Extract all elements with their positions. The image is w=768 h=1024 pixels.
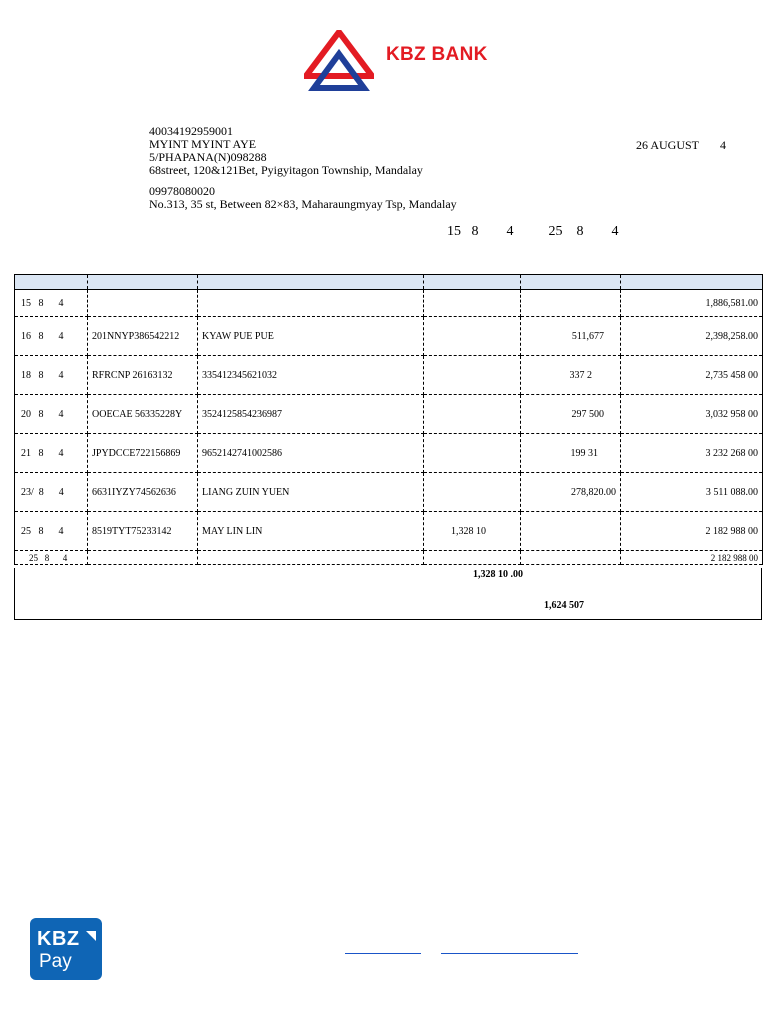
row-balance: 1,886,581.00 [621,290,763,317]
row-balance: 3 232 268 00 [621,434,763,473]
row-name: LIANG ZUIN YUEN [198,473,424,512]
table-row [15,512,763,551]
closing-balance: 2 182 988 00 [621,551,763,565]
row-name: 3524125854236987 [198,395,424,434]
table-header-balance [621,275,763,290]
table-row [15,434,763,473]
closing-ref [88,551,198,565]
row-name: 9652142741002586 [198,434,424,473]
customer-address-2: No.313, 35 st, Between 82×83, Maharaungmyay Tsp, Mandalay [149,197,457,211]
row-balance: 3,032 958 00 [621,395,763,434]
row-debit [424,290,521,317]
statement-date-year: 4 [720,138,727,152]
kbzpay-corner-icon [86,931,96,941]
row-name: 335412345621032 [198,356,424,395]
table-header-ref [88,275,198,290]
row-ref: 6631IYZY74562636 [88,473,198,512]
kbzpay-logo [30,918,102,980]
row-ref: OOECAE 56335228Y [88,395,198,434]
row-credit: 199 31 [521,434,621,473]
row-credit: 297 500 [521,395,621,434]
customer-phone: 09978080020 [149,184,215,198]
kbzpay-logo-bottom: Pay [39,951,72,972]
total-debit: 1,328 10 .00 [473,569,523,580]
statement-period: 15 8 4 25 8 4 [447,224,619,239]
row-name: KYAW PUE PUE [198,317,424,356]
table-row [15,473,763,512]
row-ref: JPYDCCE722156869 [88,434,198,473]
table-row [15,317,763,356]
table-header-credit [521,275,621,290]
row-debit [424,395,521,434]
row-date: 21 8 4 [15,434,88,473]
statement-date-day-month: 26 AUGUST [636,138,700,152]
table-row [15,290,763,317]
totals-box [14,568,762,620]
total-credit: 1,624 507 [544,600,584,611]
footer-link-line-2 [441,953,578,954]
row-credit: 278,820.00 [521,473,621,512]
row-debit [424,434,521,473]
table-header-debit [424,275,521,290]
row-credit [521,512,621,551]
row-date: 25 8 4 [15,512,88,551]
row-debit [424,317,521,356]
customer-name: MYINT MYINT AYE [149,137,257,151]
account-number: 40034192959001 [149,124,233,138]
row-credit: 511,677 [521,317,621,356]
statement-date [636,138,726,153]
row-ref: RFRCNP 26163132 [88,356,198,395]
row-name: MAY LIN LIN [198,512,424,551]
kbzpay-logo-top: KBZ [37,928,80,950]
row-credit [521,290,621,317]
closing-row [15,551,763,565]
closing-debit [424,551,521,565]
closing-credit [521,551,621,565]
table-header-row [15,275,763,290]
row-balance: 3 511 088.00 [621,473,763,512]
table-header-date [15,275,88,290]
table-row [15,356,763,395]
statement-table [14,274,763,565]
row-date: 23/ 8 4 [15,473,88,512]
row-date: 16 8 4 [15,317,88,356]
row-balance: 2,735 458 00 [621,356,763,395]
row-name [198,290,424,317]
kbz-triangle-logo-icon [304,30,374,92]
row-debit: 1,328 10 [424,512,521,551]
closing-name [198,551,424,565]
row-debit [424,473,521,512]
row-ref [88,290,198,317]
row-credit: 337 2 [521,356,621,395]
row-ref: 8519TYT75233142 [88,512,198,551]
kbz-bank-logo [304,30,534,92]
footer-link-line-1 [345,953,421,954]
row-date: 18 8 4 [15,356,88,395]
row-balance: 2 182 988 00 [621,512,763,551]
customer-address: 68street, 120&121Bet, Pyigyitagon Township, Mandalay [149,163,423,177]
row-balance: 2,398,258.00 [621,317,763,356]
closing-date: 25 8 4 [15,551,88,565]
table-header-name [198,275,424,290]
row-date: 20 8 4 [15,395,88,434]
row-ref: 201NNYP386542212 [88,317,198,356]
customer-nrc: 5/PHAPANA(N)098288 [149,150,267,164]
bank-name: KBZ BANK [386,44,488,65]
table-row [15,395,763,434]
row-date: 15 8 4 [15,290,88,317]
row-debit [424,356,521,395]
